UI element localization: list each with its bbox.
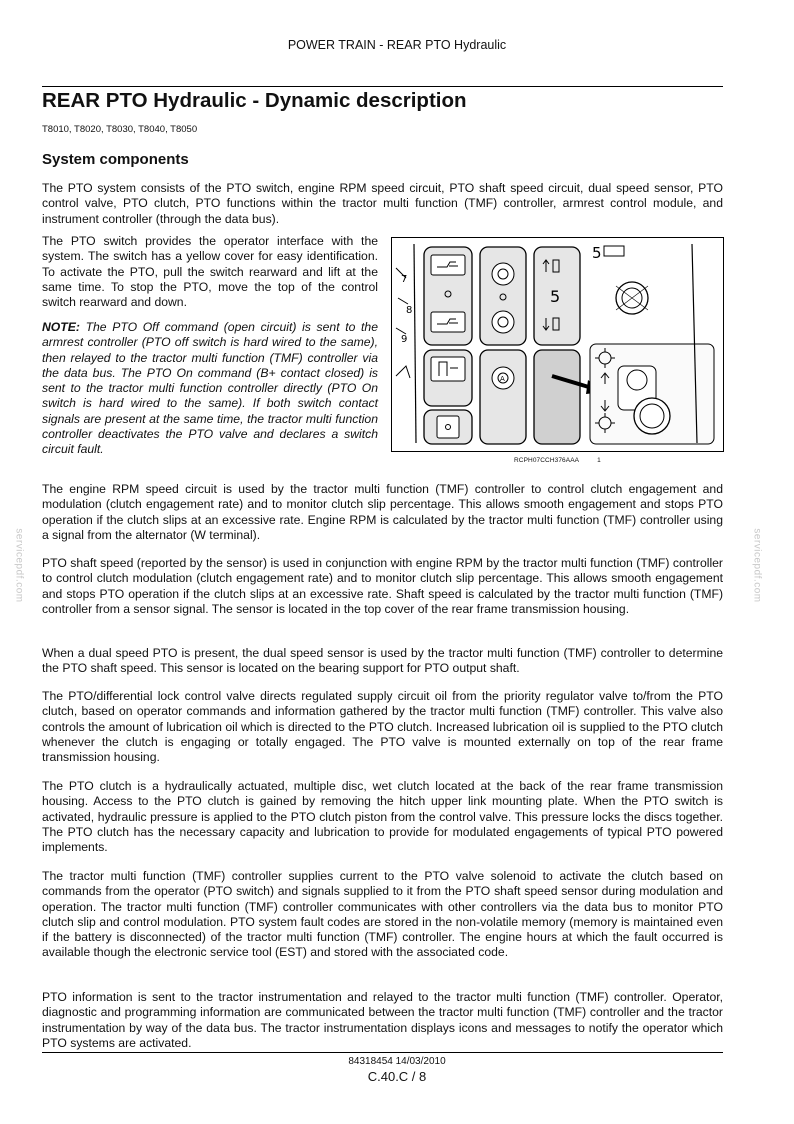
figure-number: 1: [597, 457, 601, 464]
section-heading: System components: [42, 151, 189, 168]
switch-digit: 5: [550, 287, 561, 306]
auto-pto-icon: [431, 357, 465, 381]
pto-clutch-icon: [492, 263, 514, 285]
figure-code: RCPH07CCH376AAA: [514, 457, 580, 464]
header-rule: [42, 86, 723, 87]
paragraph-control-valve: The PTO/differential lock control valve directs regulated supply circuit oil from the priority regulator valve to/from the PTO clutch, based on operator commands and information gathered by the tractor multi function (TMF) controller. This valve also controls the amount of lubrication oil which is directed to the PTO clutch. Increased lubrication oil is supplied to the PTO clutch whenever the clutch is engaging or totally engaged. The PTO valve is mounted externally on top of the rear frame transmission housing.: [42, 689, 723, 765]
paragraph-system-overview: The PTO system consists of the PTO switch, engine RPM speed circuit, PTO shaft speed circuit, dual speed sensor, PTO control valve, PTO clutch, PTO functions within the tractor multi function (TMF) controller, armrest control module, and instrument controller (through the data bus).: [42, 181, 723, 226]
header-digit: 5: [592, 244, 602, 262]
model-list: T8010, T8020, T8030, T8040, T8050: [42, 124, 198, 135]
paragraph-pto-clutch: The PTO clutch is a hydraulically actuated, multiple disc, wet clutch located at the back of the rear frame transmission housing. Access to the PTO clutch is gained by removing the hitch upper link mounting plate. When the PTO switch is activated, hydraulic pressure is applied to the PTO clutch piston from the control valve. This pressure locks the discs together. The PTO clutch has the necessary capacity and lubrication to provide for modulated engagements of typical PTO powered implements.: [42, 779, 723, 855]
note-text: The PTO Off command (open circuit) is sent to the armrest controller (PTO off switch is hard wired to the same), then relayed to the tractor multi function (TMF) controller via the data bus. The PTO On command (B+ contact closed) is sent to the tractor multi function controller directly (PTO On switch is hard wired to the same). If both switch contact signals are present at the same time, the tractor multi function controller deactivates the PTO valve and declares a switch circuit fault.: [42, 320, 378, 457]
paragraph-tmf-controller: The tractor multi function (TMF) controller supplies current to the PTO valve solenoid to activate the clutch based on commands from the operator (PTO switch) and signals supplied to it from the PTO shaft speed sensor during modulation and operation. The tractor multi function (TMF) controller communicates with other controllers via the data bus to monitor PTO clutch slip and control modulation. PTO system fault codes are stored in the non-volatile memory (memory is maintained even if the battery is disconnected) of the tractor multi function (TMF) controller. The engine hours at which the fault occurred is available though the electronic service tool (EST) and stored with the associated code.: [42, 869, 723, 960]
paragraph-instrumentation: PTO information is sent to the tractor instrumentation and relayed to the tractor multi function (TMF) controller. Operator, diagnostic and programming information are communicated between the tractor multi function (TMF) controller and the tractor instrumentation by way of the data bus. The tractor instrumentation displays icons and messages to notify the operator which PTO systems are activated.: [42, 990, 723, 1050]
armrest-panel-illustration: [392, 238, 723, 451]
footer-document-reference: 84318454 14/03/2010: [348, 1056, 446, 1067]
callout-8: 8: [406, 305, 413, 316]
paragraph-engine-rpm: The engine RPM speed circuit is used by the tractor multi function (TMF) controller to control clutch engagement and modulation (clutch engagement rate) and to monitor clutch slip percentage. This allows smooth engagement and stops PTO operation if the clutch slips at an excessive rate. Engine RPM is calculated by the tractor multi function (TMF) controller using a signal from the alternator (W terminal).: [42, 482, 723, 542]
paragraph-pto-switch: The PTO switch provides the operator interface with the system. The switch has a yellow cover for easy identification. To activate the PTO, pull the switch rearward and lift at the same time. To stop the PTO, move the top of the control switch rearward and down.: [42, 234, 378, 310]
callout-9: 9: [401, 334, 408, 345]
page-title: REAR PTO Hydraulic - Dynamic description: [42, 89, 467, 112]
callout-7: 7: [401, 274, 408, 285]
watermark-right: servicepdf.com: [751, 528, 763, 603]
running-header: POWER TRAIN - REAR PTO Hydraulic: [287, 38, 507, 52]
note-label: NOTE:: [42, 320, 80, 334]
footer-rule: [42, 1052, 723, 1053]
svg-text:A: A: [500, 375, 505, 383]
pto-switch-figure: [391, 237, 724, 452]
footer-page-number: C.40.C / 8: [367, 1069, 427, 1084]
paragraph-dual-speed: When a dual speed PTO is present, the dual speed sensor is used by the tractor multi function (TMF) controller to determine the PTO shaft speed. This sensor is located on the bearing support for PTO output shaft.: [42, 646, 723, 676]
note-paragraph: [42, 320, 378, 458]
watermark-left: servicepdf.com: [13, 528, 25, 603]
figure-caption: [514, 457, 601, 464]
pto-switch-knob-icon: [634, 398, 670, 434]
paragraph-shaft-speed: PTO shaft speed (reported by the sensor) is used in conjunction with engine RPM by the tractor multi function (TMF) controller to control clutch modulation (clutch engagement rate) and to monitor clutch slip percentage. This allows smooth engagement and stops PTO operation if the clutch slips at an excessive rate. Shaft speed is calculated by the tractor multi function (TMF) controller from a sensor signal. The sensor is located in the top cover of the rear frame transmission housing.: [42, 556, 723, 616]
